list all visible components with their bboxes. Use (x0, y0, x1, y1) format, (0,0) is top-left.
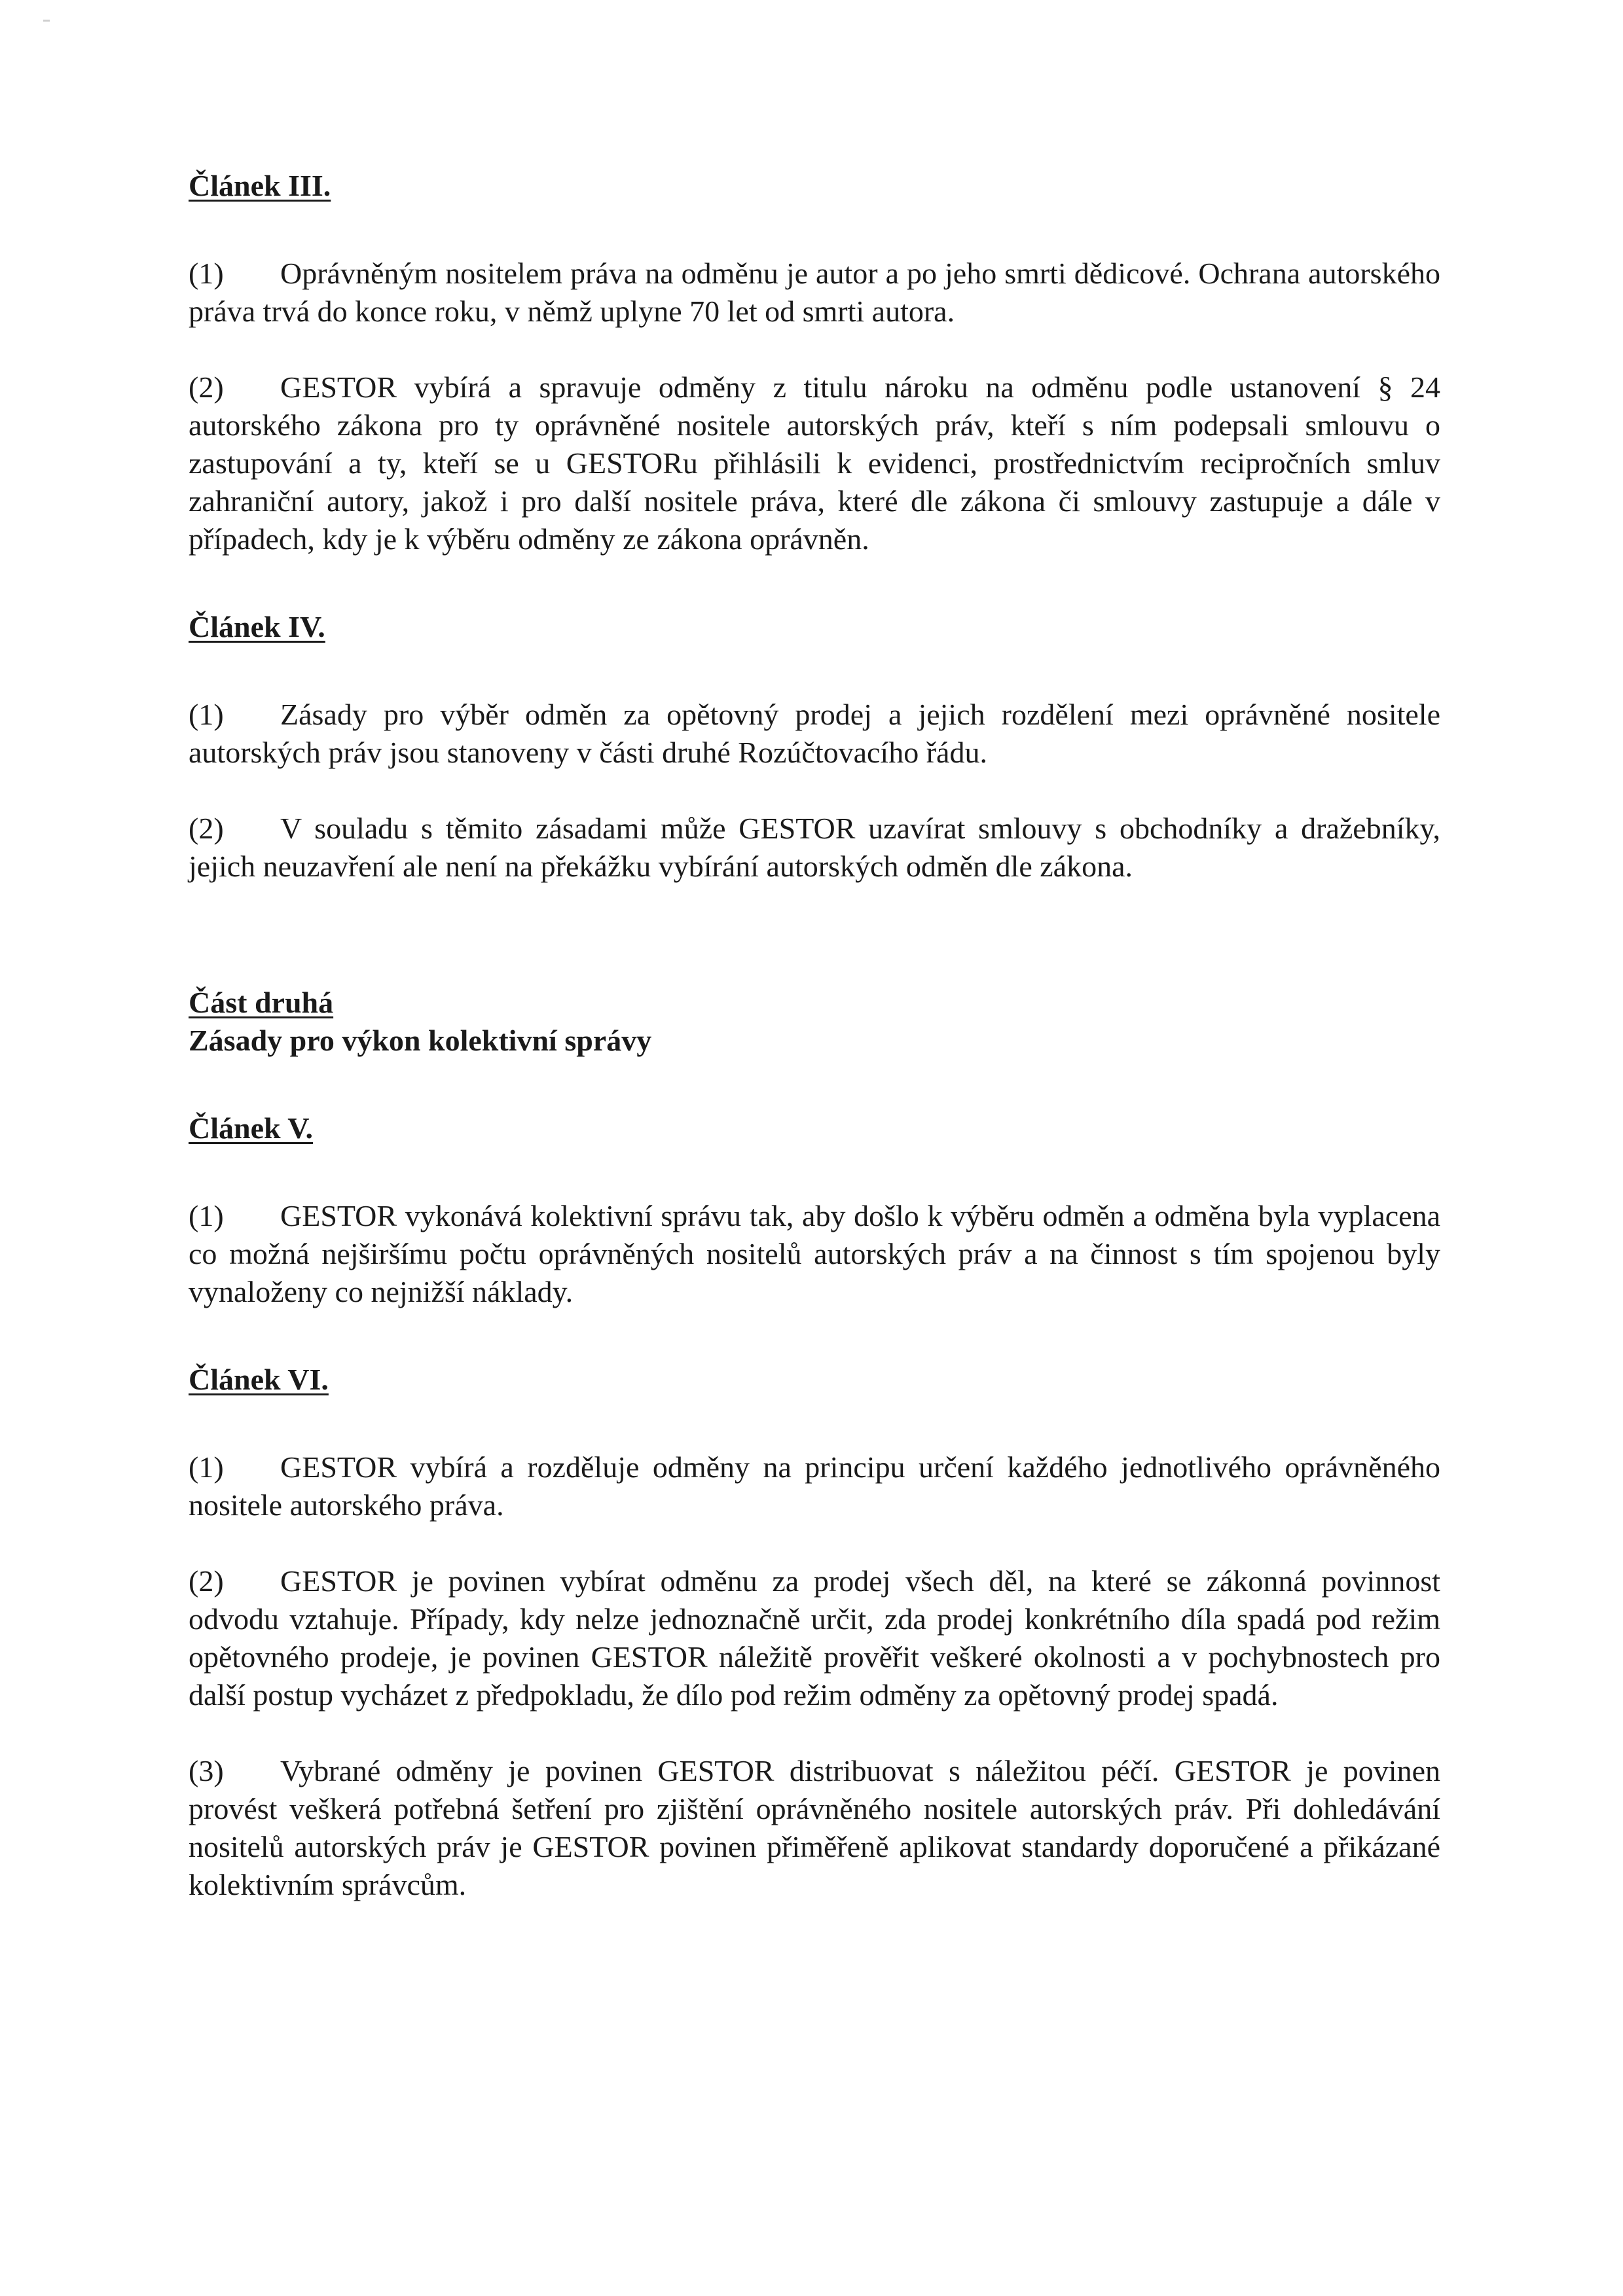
paragraph-number: (1) (189, 1450, 224, 1484)
paragraph (189, 1197, 1440, 1311)
paragraph-number: (1) (189, 1199, 224, 1232)
paragraph (189, 1752, 1440, 1904)
paragraph-text: Oprávněným nositelem práva na odměnu je autor a po jeho smrti dědicové. Ochrana autorského práva trvá do konce roku, v němž uplyne 70 let od smrti autora. (189, 257, 1440, 328)
article-heading: Článek V. (189, 1111, 314, 1145)
paragraph (189, 696, 1440, 772)
article-vi (189, 1361, 1440, 1904)
paragraph-text: GESTOR je povinen vybírat odměnu za prodej všech děl, na které se zákonná povinnost odvodu vztahuje. Případy, kdy nelze jednoznačně určit, zda prodej konkrétního díla spadá pod režim opětovného prodeje, je povinen GESTOR náležitě prověřit veškeré okolnosti a v pochybnostech pro další postup vycházet z předpokladu, že dílo pod režim odměny za opětovný prodej spadá. (189, 1564, 1440, 1712)
paragraph (189, 810, 1440, 886)
paragraph-number: (2) (189, 1564, 224, 1598)
scan-artifact (43, 20, 50, 22)
article-heading: Článek III. (189, 169, 331, 202)
paragraph-text: GESTOR vybírá a spravuje odměny z titulu nároku na odměnu podle ustanovení § 24 autorského zákona pro ty oprávněné nositele autorských práv, kteří s ním podepsali smlouvu o zastupování a ty, kteří se u GESTORu přihlásili k evidenci, prostřednictvím recipročních smluv zahraniční autory, jakož i pro další nositele práva, které dle zákona či smlouvy zastupuje a dále v případech, kdy je k výběru odměny ze zákona oprávněn. (189, 370, 1440, 556)
paragraph (189, 1448, 1440, 1524)
paragraph-text: Zásady pro výběr odměn za opětovný prodej a jejich rozdělení mezi oprávněné nositele autorských práv jsou stanoveny v části druhé Rozúčtovacího řádu. (189, 698, 1440, 769)
paragraph-number: (1) (189, 257, 224, 290)
part-subheading: Zásady pro výkon kolektivní správy (189, 1024, 652, 1057)
paragraph-number: (2) (189, 370, 224, 404)
document-body (189, 167, 1440, 1904)
article-heading: Článek IV. (189, 610, 325, 643)
paragraph-text: GESTOR vybírá a rozděluje odměny na principu určení každého jednotlivého oprávněného nositele autorského práva. (189, 1450, 1440, 1522)
part-two (189, 984, 1440, 1060)
paragraph-text: GESTOR vykonává kolektivní správu tak, aby došlo k výběru odměn a odměna byla vyplacena co možná nejširšímu počtu oprávněných nositelů autorských práv a na činnost s tím spojenou byly vynaloženy co nejnižší náklady. (189, 1199, 1440, 1308)
paragraph-text: Vybrané odměny je povinen GESTOR distribuovat s náležitou péčí. GESTOR je povinen provést veškerá potřebná šetření pro zjištění oprávněného nositele autorských práv. Při dohledávání nositelů autorských práv je GESTOR povinen přiměřeně aplikovat standardy doporučené a přikázané kolektivním správcům. (189, 1754, 1440, 1901)
paragraph-number: (3) (189, 1754, 224, 1787)
paragraph-number: (1) (189, 698, 224, 731)
paragraph-number: (2) (189, 812, 224, 845)
paragraph (189, 1562, 1440, 1714)
paragraph (189, 368, 1440, 558)
article-v (189, 1109, 1440, 1311)
paragraph (189, 255, 1440, 331)
paragraph-text: V souladu s těmito zásadami může GESTOR uzavírat smlouvy s obchodníky a dražebníky, jejich neuzavření ale není na překážku vybírání autorských odměn dle zákona. (189, 812, 1440, 883)
article-iv (189, 608, 1440, 886)
article-iii (189, 167, 1440, 558)
part-heading: Část druhá (189, 986, 334, 1019)
article-heading: Článek VI. (189, 1363, 329, 1396)
